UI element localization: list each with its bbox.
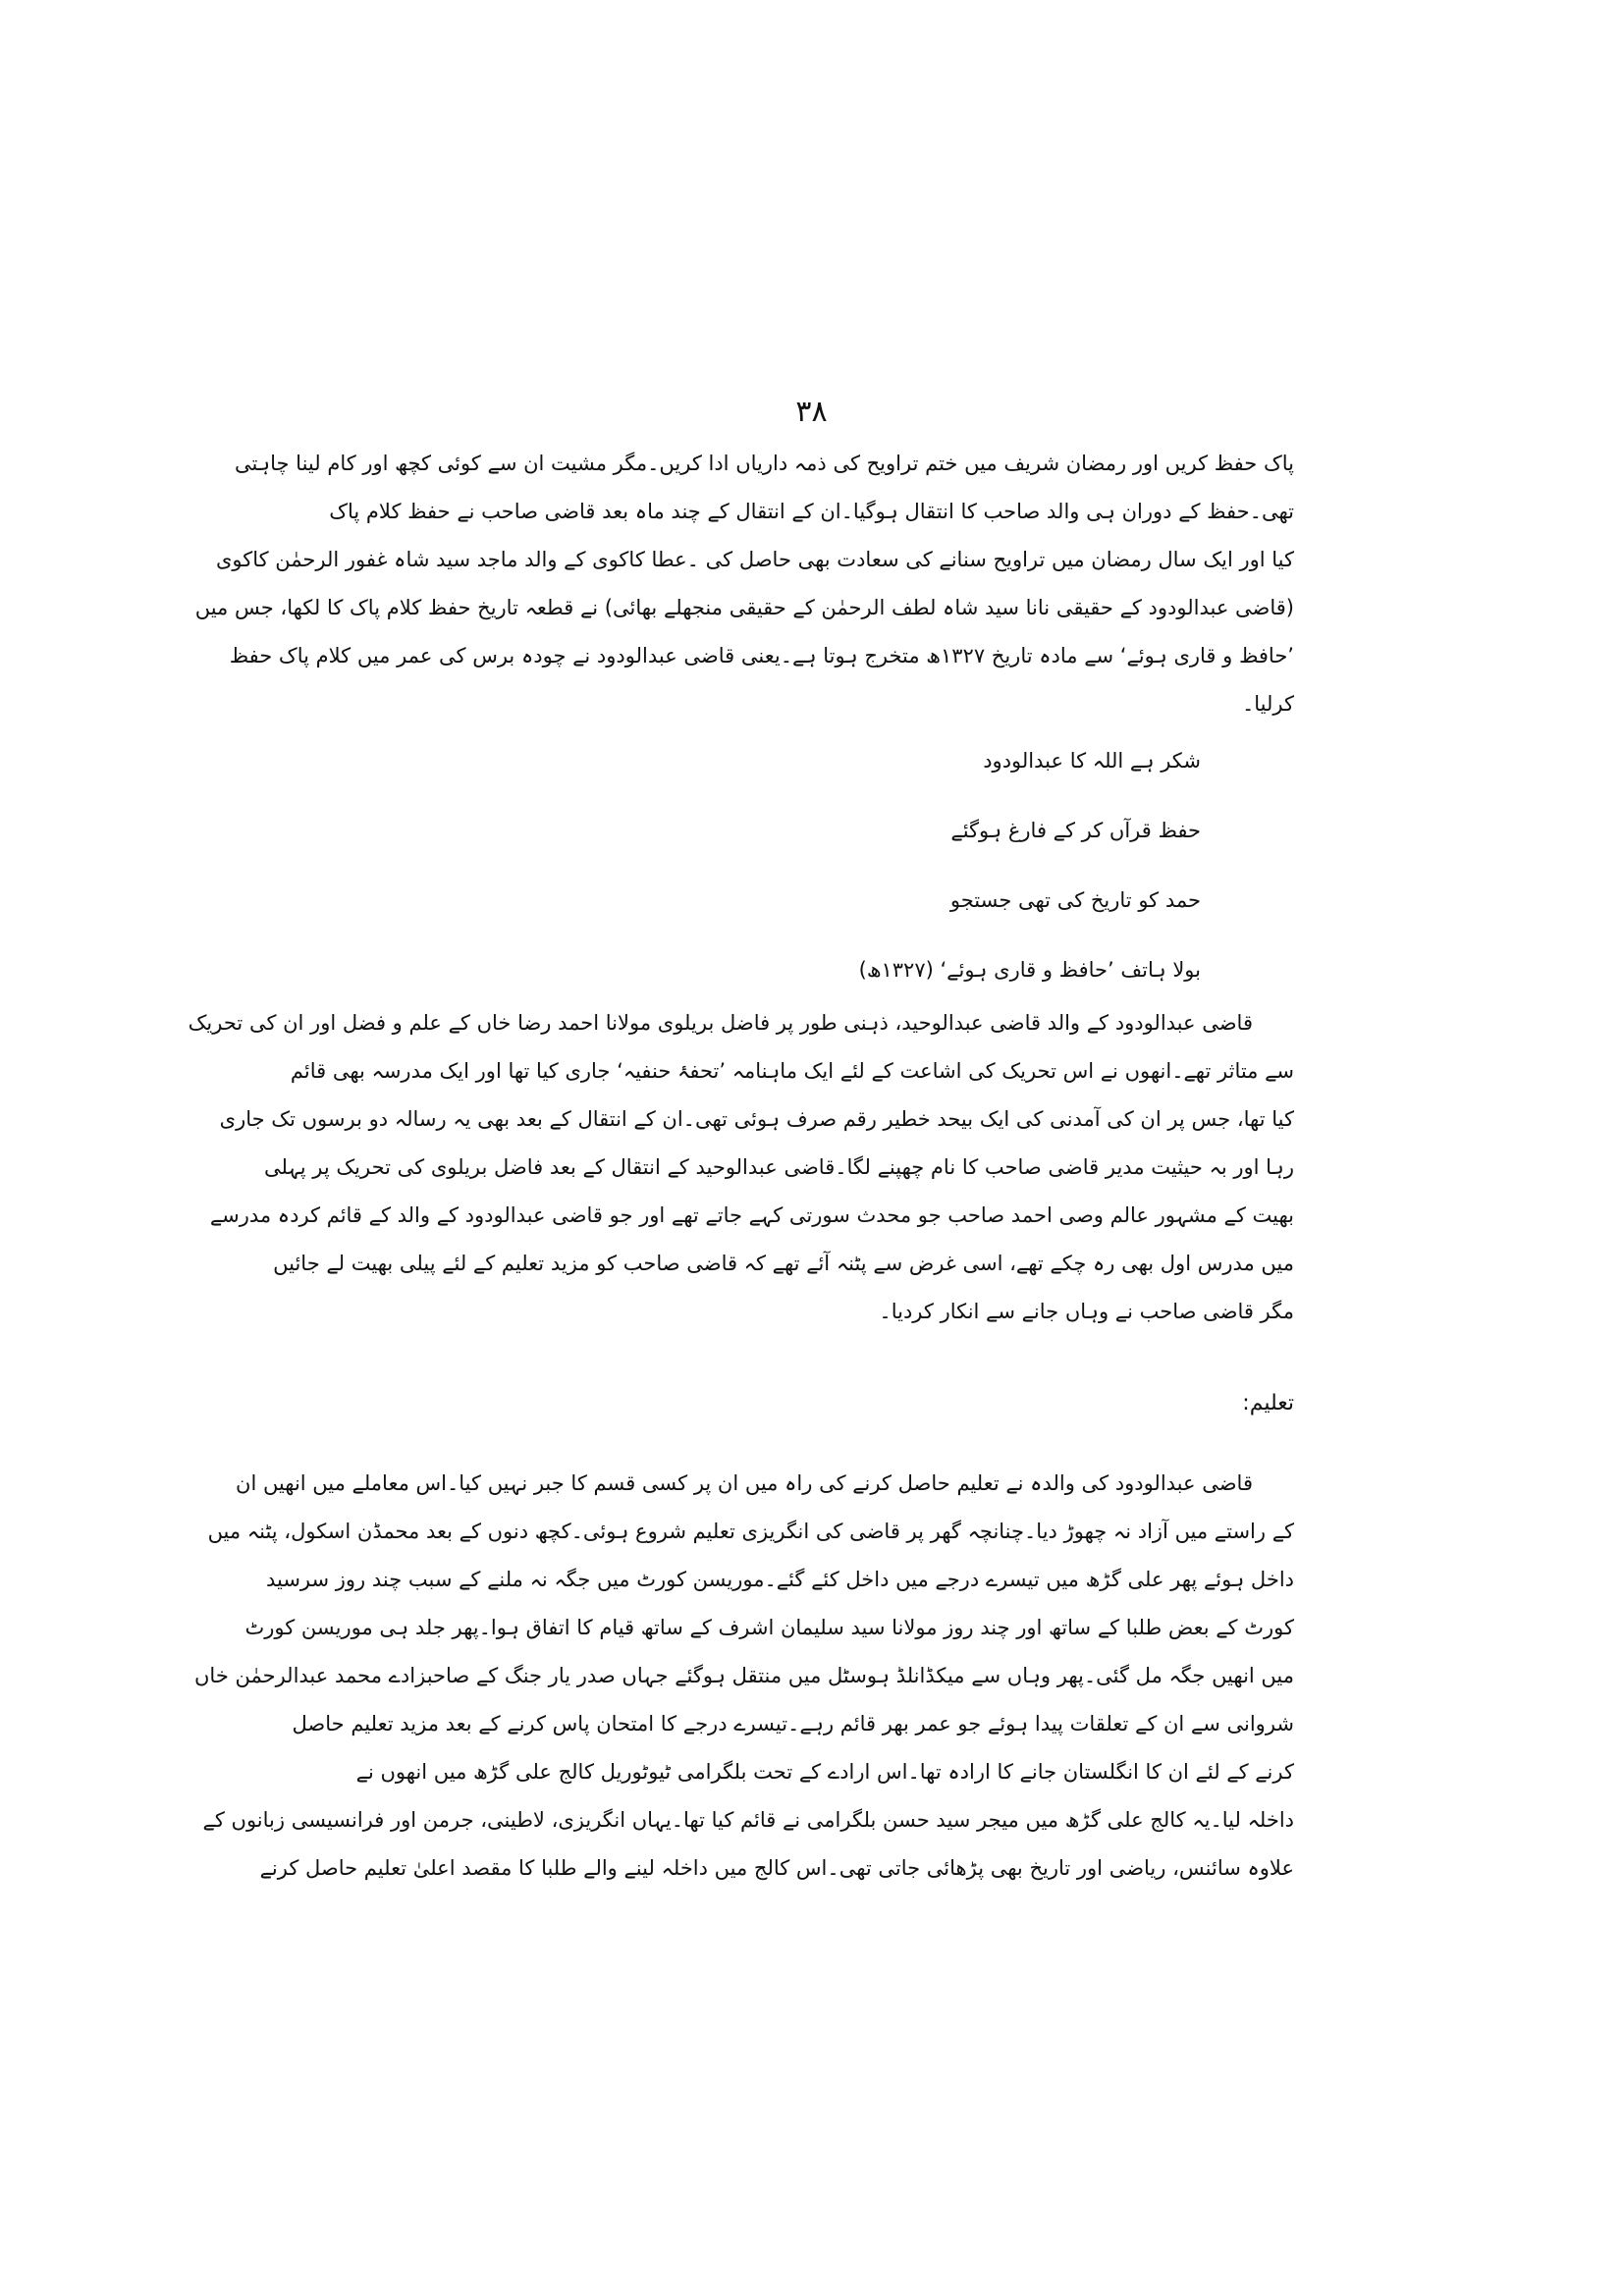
paragraph-line: کیا اور ایک سال رمضان میں تراویح سنانے کی سعادت بھی حاصل کی ۔عطا کاکوی کے والد ماجد سید شاہ غفور الرحمٰن کاکوی: [215, 548, 1294, 571]
paragraph-line: علاوہ سائنس، ریاضی اور تاریخ بھی پڑھائی جاتی تھی۔اس کالج میں داخلہ لینے والے طلبا کا مقصد اعلیٰ تعلیم حاصل کرنے: [259, 1856, 1294, 1880]
paragraph-line: کے راستے میں آزاد نہ چھوڑ دیا۔چنانچہ گھر پر قاضی کی انگریزی تعلیم شروع ہوئی۔کچھ دنوں کے بعد محمڈن اسکول، پٹنہ میں: [207, 1520, 1294, 1543]
poem-block: [589, 726, 1201, 1005]
section-heading: [329, 1379, 1294, 1427]
poem-line: حمد کو تاریخ کی تھی جستجو: [949, 888, 1201, 912]
paragraph-line: (قاضی عبدالودود کے حقیقی نانا سید شاہ لطف الرحمٰن کے حقیقی منجھلے بھائی) نے قطعہ تاریخ حفظ کلام پاک کا لکھا، جس میں: [194, 596, 1294, 619]
paragraph-line: ’حافظ و قاری ہوئے‘ سے مادہ تاریخ ۱۳۲۷ھ متخرج ہوتا ہے۔یعنی قاضی عبدالودود نے چودہ برس کی عمر میں کلام پاک حفظ: [229, 644, 1294, 667]
paragraph-line: تھی۔حفظ کے دوران ہی والد صاحب کا انتقال ہوگیا۔ان کے انتقال کے چند ماہ بعد قاضی صاحب نے حفظ کلام پاک: [329, 500, 1294, 523]
paragraph-line: کیا تھا، جس پر ان کی آمدنی کی ایک بیحد خطیر رقم صرف ہوئی تھی۔ان کے انتقال کے بعد بھی یہ رسالہ دو برسوں تک جاری: [219, 1107, 1294, 1131]
paragraph-line: رہا اور بہ حیثیت مدیر قاضی صاحب کا نام چھپنے لگا۔قاضی عبدالوحید کے انتقال کے بعد فاضل بریلوی کی تحریک پر پہلی: [263, 1155, 1294, 1179]
paragraph-line: میں مدرس اول بھی رہ چکے تھے، اسی غرض سے پٹنہ آئے تھے کہ قاضی صاحب کو مزید تعلیم کے لئے پیلی بھیت لے جائیں: [273, 1252, 1294, 1275]
paragraph-line: داخل ہوئے پھر علی گڑھ میں تیسرے درجے میں داخل کئے گئے۔موریسن کورٹ میں جگہ نہ ملنے کے سبب چند روز سرسید: [265, 1568, 1294, 1591]
paragraph-3: [194, 1460, 1294, 1893]
paragraph-1: [194, 440, 1294, 728]
paragraph-line: قاضی عبدالودود کے والد قاضی عبدالوحید، ذہنی طور پر فاضل بریلوی مولانا احمد رضا خاں کے علم و فضل اور ان کی تحریک: [188, 1011, 1253, 1035]
paragraph-2: [188, 999, 1294, 1336]
poem-line: حفظ قرآں کر کے فارغ ہوگئے: [950, 819, 1201, 842]
paragraph-line: کرنے کے لئے ان کا انگلستان جانے کا ارادہ تھا۔اس ارادے کے تحت بلگرامی ٹیوٹوریل کالج علی گڑھ میں انھوں نے: [355, 1760, 1294, 1784]
paragraph-line: پاک حفظ کریں اور رمضان شریف میں ختم تراویح کی ذمہ داریاں ادا کریں۔مگر مشیت ان سے کوئی کچھ اور کام لینا چاہتی: [234, 452, 1294, 475]
page-number: ۳۸: [795, 395, 828, 429]
paragraph-line: سے متاثر تھے۔انھوں نے اس تحریک کی اشاعت کے لئے ایک ماہنامہ ’تحفۂ حنفیہ‘ جاری کیا تھا اور ایک مدرسہ بھی قائم: [290, 1059, 1294, 1083]
paragraph-line: شروانی سے ان کے تعلقات پیدا ہوئے جو عمر بھر قائم رہے۔تیسرے درجے کا امتحان پاس کرنے کے بعد مزید تعلیم حاصل: [292, 1712, 1294, 1735]
paragraph-line: بھیت کے مشہور عالم وصی احمد صاحب جو محدث سورتی کہے جاتے تھے اور جو قاضی عبدالودود کے والد کے قائم کردہ مدرسے: [209, 1203, 1294, 1227]
paragraph-line: میں انھیں جگہ مل گئی۔پھر وہاں سے میکڈانلڈ ہوسٹل میں منتقل ہوگئے جہاں صدر یار جنگ کے صاحبزادے محمد عبدالرحمٰن خاں: [194, 1664, 1294, 1687]
poem-line: شکر ہے اللہ کا عبدالودود: [983, 749, 1201, 773]
heading-text: تعلیم:: [1242, 1391, 1294, 1415]
paragraph-line: قاضی عبدالودود کی والدہ نے تعلیم حاصل کرنے کی راہ میں ان پر کسی قسم کا جبر نہیں کیا۔اس معاملے میں انھیں ان: [236, 1471, 1253, 1495]
paragraph-line: کرلیا۔: [1241, 692, 1294, 716]
poem-line: بولا ہاتف ’حافظ و قاری ہوئے‘ (۱۳۲۷ھ): [858, 958, 1201, 982]
paragraph-line: کورٹ کے بعض طلبا کے ساتھ اور چند روز مولانا سید سلیمان اشرف کے ساتھ قیام کا اتفاق ہوا۔پھر جلد ہی موریسن کورٹ: [244, 1616, 1294, 1639]
paragraph-line: داخلہ لیا۔یہ کالج علی گڑھ میں میجر سید حسن بلگرامی نے قائم کیا تھا۔یہاں انگریزی، لاطینی، جرمن اور فرانسیسی زبانوں کے: [202, 1808, 1294, 1832]
paragraph-line: مگر قاضی صاحب نے وہاں جانے سے انکار کردیا۔: [879, 1300, 1294, 1323]
